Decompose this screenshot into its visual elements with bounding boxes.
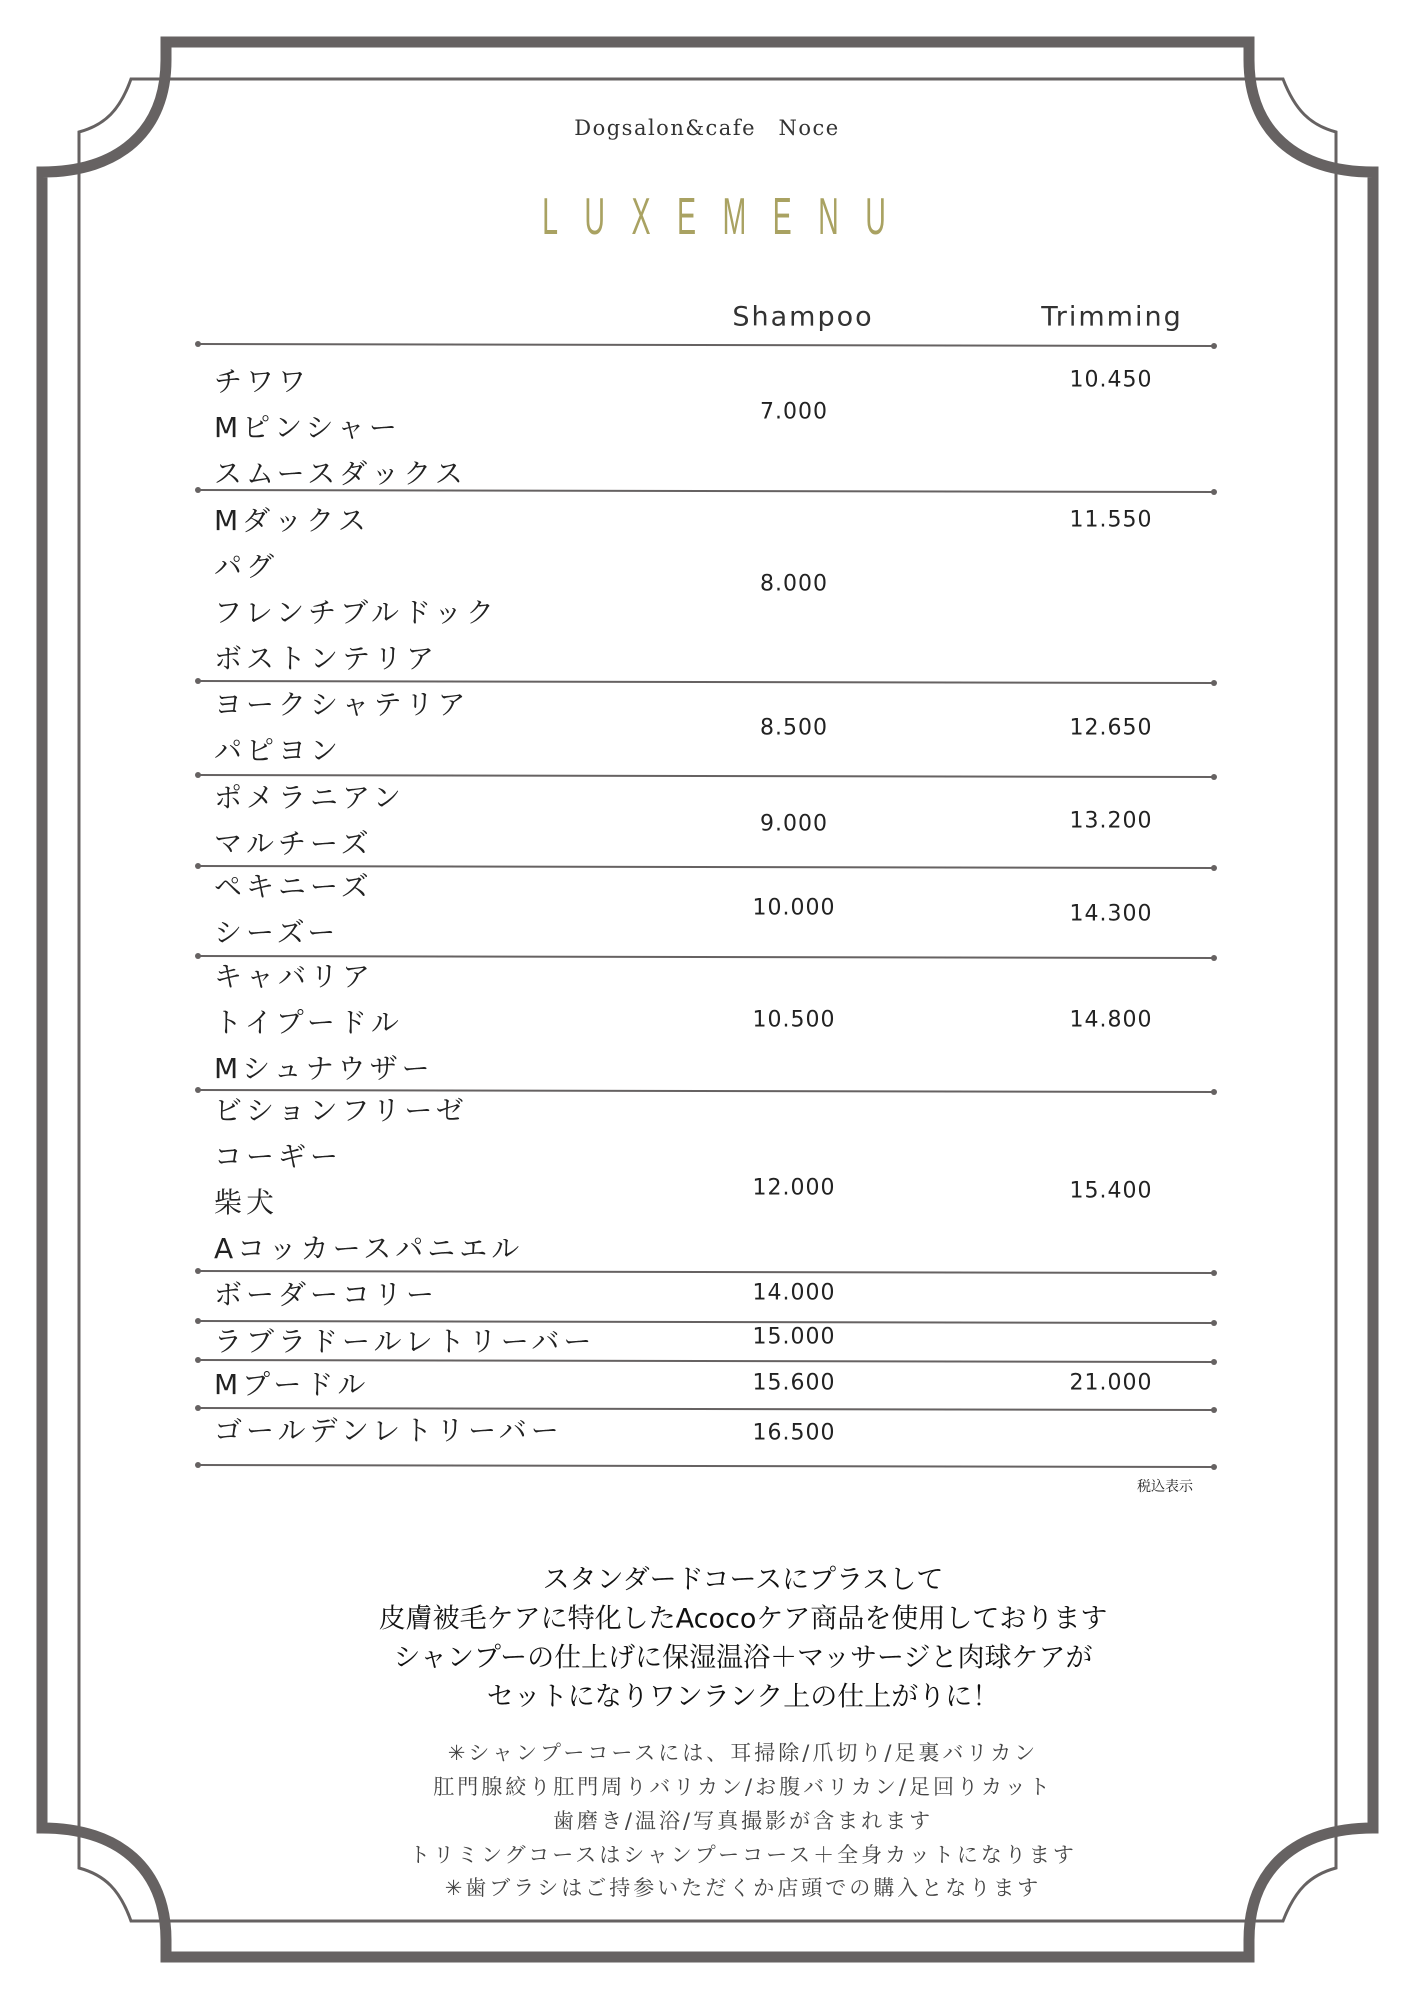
shampoo-price: 8.000 — [760, 571, 828, 597]
description-line: 皮膚被毛ケアに特化したAcocoケア商品を使用しております — [378, 1603, 1108, 1635]
divider-end-dot — [195, 772, 201, 778]
breed-name: ボーダーコリー — [214, 1278, 439, 1311]
divider-end-dot — [1211, 1464, 1217, 1470]
description-line: シャンプーの仕上げに保湿温浴＋マッサージと肉球ケアが — [393, 1642, 1093, 1674]
breed-name: シーズー — [214, 916, 340, 949]
shampoo-price: 7.000 — [760, 399, 828, 425]
breed-name: ラブラドールレトリーバー — [214, 1325, 596, 1358]
divider-end-dot — [1211, 1320, 1217, 1326]
breed-name: Mダックス — [214, 504, 370, 537]
shampoo-price: 14.000 — [752, 1280, 836, 1306]
divider-end-dot — [1211, 343, 1217, 349]
divider-end-dot — [195, 863, 201, 869]
note-line: 肛門腺絞り肛門周りバリカン/お腹バリカン/足回りカット — [433, 1775, 1053, 1799]
divider-end-dot — [1211, 1270, 1217, 1276]
breed-name: ポメラニアン — [214, 781, 405, 814]
divider-end-dot — [1211, 865, 1217, 871]
shampoo-price: 16.500 — [752, 1420, 836, 1446]
divider-end-dot — [195, 1318, 201, 1324]
divider-end-dot — [195, 1462, 201, 1468]
note-line: トリミングコースはシャンプーコース＋全身カットになります — [409, 1843, 1077, 1867]
breed-name: チワワ — [214, 365, 311, 398]
description-line: スタンダードコースにプラスして — [542, 1564, 944, 1596]
divider-end-dot — [1211, 1359, 1217, 1365]
column-header-trimming: Trimming — [1041, 301, 1183, 333]
trimming-price: 21.000 — [1069, 1370, 1153, 1396]
divider-end-dot — [1211, 1089, 1217, 1095]
trimming-price: 15.400 — [1069, 1178, 1153, 1204]
trimming-price: 12.650 — [1069, 715, 1153, 741]
divider-end-dot — [195, 1087, 201, 1093]
divider-end-dot — [195, 341, 201, 347]
row-divider — [198, 344, 1214, 346]
tax-included-note: 税込表示 — [1137, 1479, 1193, 1495]
breed-name: ゴールデンレトリーバー — [214, 1414, 563, 1447]
breed-name: トイプードル — [214, 1006, 403, 1039]
divider-end-dot — [195, 487, 201, 493]
divider-end-dot — [195, 953, 201, 959]
trimming-price: 14.300 — [1069, 901, 1153, 927]
column-header-shampoo: Shampoo — [732, 301, 874, 333]
divider-end-dot — [195, 1268, 201, 1274]
divider-end-dot — [1211, 1407, 1217, 1413]
shampoo-price: 10.500 — [752, 1007, 836, 1033]
shampoo-price: 12.000 — [752, 1175, 836, 1201]
shampoo-price: 15.000 — [752, 1324, 836, 1350]
divider-end-dot — [1211, 955, 1217, 961]
breed-name: パピヨン — [214, 734, 343, 767]
row-divider — [198, 1360, 1214, 1362]
divider-end-dot — [195, 1405, 201, 1411]
breed-name: マルチーズ — [214, 827, 373, 860]
shampoo-price: 15.600 — [752, 1370, 836, 1396]
shampoo-price: 10.000 — [752, 895, 836, 921]
note-line: ✳歯ブラシはご持参いただくか店頭での購入となります — [444, 1876, 1042, 1900]
breed-name: コーギー — [214, 1140, 343, 1173]
note-line: ✳シャンプーコースには、耳掃除/爪切り/足裏バリカン — [447, 1741, 1039, 1765]
shampoo-price: 9.000 — [760, 811, 828, 837]
breed-name: フレンチブルドック — [214, 596, 498, 629]
divider-end-dot — [1211, 489, 1217, 495]
trimming-price: 13.200 — [1069, 808, 1153, 834]
breed-name: Mプードル — [214, 1368, 370, 1401]
trimming-price: 14.800 — [1069, 1007, 1153, 1033]
divider-end-dot — [1211, 774, 1217, 780]
breed-name: ペキニーズ — [214, 870, 373, 903]
trimming-price: 10.450 — [1069, 367, 1153, 393]
breed-name: パグ — [214, 550, 279, 583]
breed-name: ビションフリーゼ — [214, 1094, 468, 1127]
divider-end-dot — [195, 1357, 201, 1363]
breed-name: スムースダックス — [214, 457, 467, 490]
breed-name: ヨークシャテリア — [214, 688, 470, 721]
breed-name: ボストンテリア — [214, 642, 439, 675]
divider-end-dot — [1211, 680, 1217, 686]
shampoo-price: 8.500 — [760, 715, 828, 741]
breed-name: キャバリア — [214, 960, 375, 993]
divider-end-dot — [195, 678, 201, 684]
row-divider — [198, 1465, 1214, 1467]
breed-name: Aコッカースパニエル — [214, 1232, 524, 1265]
menu-title: LUXEMENU — [542, 188, 913, 246]
trimming-price: 11.550 — [1069, 507, 1153, 533]
note-line: 歯磨き/温浴/写真撮影が含まれます — [552, 1809, 934, 1833]
breed-name: 柴犬 — [214, 1186, 279, 1219]
store-name: Dogsalon&cafe Noce — [574, 116, 840, 140]
description-line: セットになりワンランク上の仕上がりに！ — [486, 1681, 1000, 1713]
breed-name: Mシュナウザー — [214, 1052, 434, 1085]
breed-name: Mピンシャー — [214, 411, 401, 444]
